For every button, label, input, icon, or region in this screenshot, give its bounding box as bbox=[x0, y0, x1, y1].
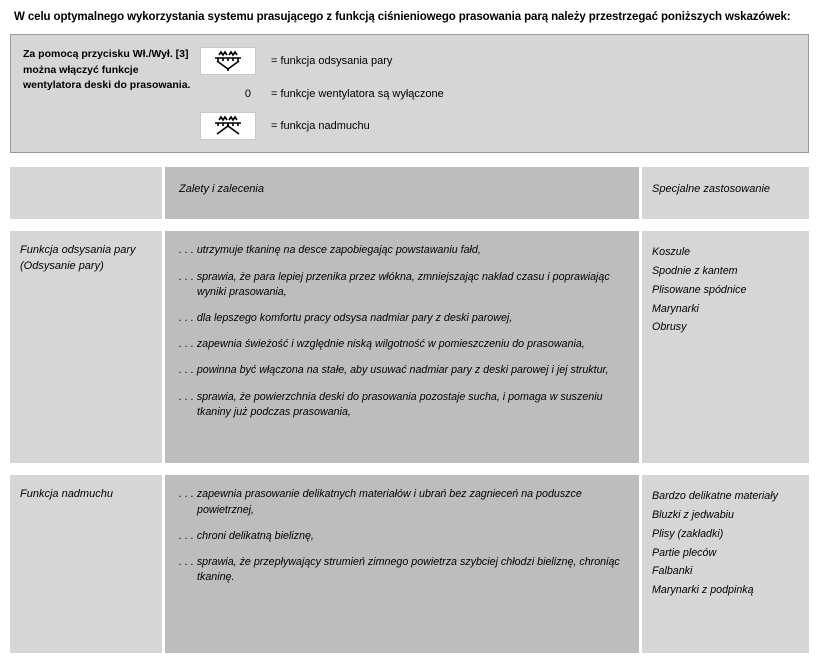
applications-list bbox=[652, 243, 799, 337]
legend-symbol-cell bbox=[199, 112, 257, 140]
blow-function-icon bbox=[200, 112, 256, 140]
list-item: . . . utrzymuje tkaninę na desce zapobiegając powstawaniu fałd, bbox=[179, 244, 481, 257]
list-item: Plisowane spódnice bbox=[652, 283, 747, 296]
legend-symbol-cell bbox=[199, 47, 257, 75]
table-row bbox=[10, 475, 809, 653]
list-item: Marynarki z podpinką bbox=[652, 583, 754, 596]
list-item: Partie pleców bbox=[652, 546, 717, 559]
list-item: Spodnie z kantem bbox=[652, 265, 738, 278]
list-item: Falbanki bbox=[652, 565, 693, 578]
list-item: . . . sprawia, że powierzchnia deski do prasowania pozostaje sucha, i pomaga w suszeniu tkaniny już podczas prasowania, bbox=[179, 390, 603, 418]
legend-box bbox=[10, 34, 809, 153]
row-applications-cell bbox=[642, 475, 809, 653]
features-table bbox=[10, 167, 809, 653]
legend-rows bbox=[193, 45, 796, 142]
legend-row bbox=[199, 45, 796, 77]
row-title: Funkcja odsysania pary (Odsysanie pary) bbox=[20, 244, 136, 273]
row-title: Funkcja nadmuchu bbox=[20, 488, 113, 501]
legend-label: = funkcja odsysania pary bbox=[271, 55, 393, 68]
zero-digit: 0 bbox=[244, 87, 251, 100]
steam-suction-icon bbox=[200, 47, 256, 75]
blow-function-icon-svg bbox=[207, 115, 249, 137]
list-item: . . . dla lepszego komfortu pracy odsysa nadmiar pary z deski parowej, bbox=[179, 311, 513, 324]
list-item: Bardzo delikatne materiały bbox=[652, 490, 778, 503]
list-item: . . . zapewnia prasowanie delikatnych materiałów i ubrań bez zagnieceń na poduszce powietrznej, bbox=[179, 488, 582, 516]
intro-paragraph: W celu optymalnego wykorzystania systemu prasującego z funkcją ciśnieniowego prasowania parą należy przestrzegać poniższych wskazówek: bbox=[14, 11, 791, 23]
list-item: Bluzki z jedwabiu bbox=[652, 509, 734, 522]
legend-description: Za pomocą przycisku Wł./Wył. [3] można włączyć funkcje wentylatora deski do prasowania. bbox=[23, 48, 191, 91]
legend-label: = funkcja nadmuchu bbox=[271, 120, 370, 133]
list-item: Koszule bbox=[652, 246, 691, 259]
benefits-list bbox=[179, 243, 625, 420]
list-item: . . . sprawia, że przepływający strumień zimnego powietrza szybciej chłodzi bieliznę, chroniąc tkaninę. bbox=[179, 555, 620, 584]
list-item: Marynarki bbox=[652, 302, 699, 315]
legend-symbol-cell bbox=[199, 81, 257, 107]
list-item: . . . chroni delikatną bieliznę, bbox=[179, 529, 314, 542]
legend-row bbox=[199, 110, 796, 142]
list-item: Obrusy bbox=[652, 321, 687, 334]
legend-row bbox=[199, 78, 796, 110]
header-cell-benefits: Zalety i zalecenia bbox=[165, 167, 639, 219]
list-item: . . . zapewnia świeżość i względnie niską wilgotność w pomieszczeniu do prasowania, bbox=[179, 338, 585, 351]
row-title-cell bbox=[10, 475, 162, 653]
row-applications-cell bbox=[642, 231, 809, 463]
table-header-row bbox=[10, 167, 809, 219]
steam-suction-icon-svg bbox=[207, 50, 249, 72]
header-cell-blank bbox=[10, 167, 162, 219]
list-item: . . . powinna być włączona na stałe, aby usuwać nadmiar pary z deski parowej i jej struktur, bbox=[179, 364, 609, 377]
list-item: . . . sprawia, że para lepiej przenika przez włókna, zmniejszając nakład czasu i poprawiając wyniki prasowania, bbox=[179, 270, 610, 298]
benefits-list bbox=[179, 487, 625, 585]
header-cell-applications: Specjalne zastosowanie bbox=[642, 167, 809, 219]
table-row bbox=[10, 231, 809, 463]
row-title-cell bbox=[10, 231, 162, 463]
list-item: Plisy (zakładki) bbox=[652, 527, 724, 540]
applications-list bbox=[652, 487, 799, 599]
row-benefits-cell bbox=[165, 475, 639, 653]
legend-label: = funkcje wentylatora są wyłączone bbox=[271, 87, 444, 100]
row-benefits-cell bbox=[165, 231, 639, 463]
